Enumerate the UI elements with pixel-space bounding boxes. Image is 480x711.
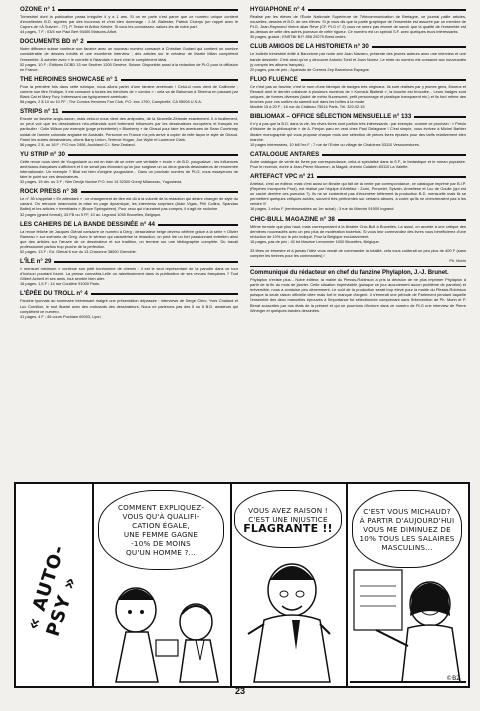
review-entry bbox=[20, 188, 238, 216]
review-title-row bbox=[250, 113, 466, 121]
comic-signature: ©B2 bbox=[446, 675, 460, 682]
review-title-row bbox=[20, 38, 238, 46]
review-entry bbox=[20, 151, 238, 184]
comic-title: « AUTO-PSY » bbox=[22, 542, 82, 640]
review-title: ROCK PRESS n° 38 bbox=[20, 188, 78, 196]
review-body: Pour la première fois dans cette rubrique, nous allons parler d'une fanzine américain ! Celui-ci nous vient de Californie ; comme son titre l'indique, il est consacré à toutes les héroïnes de « comics » : cela va de Balroman à Sheena en passant par Black Cat et Mary Fury. Intéressant car typiquement américain. bbox=[20, 83, 238, 100]
review-body: Il n'y a pas que la B.D. dans la vie, les rêves livres sont parfois très intéressants : par exemple, comme ce prochain : « Précis d'histoire de la philosophie » de A. Penjon paru en veut chez Paul Delagrave ! C'est simple, vous écrivez à Michel Barbier libraire monographie qui vous propose chaque mois une sélection de pièces livres épuisés pour des tarifs relativement bien marché. bbox=[250, 121, 466, 142]
panel3-drawing bbox=[350, 566, 466, 684]
review-body: Le n° 35 s'appelait « En attendant » : ce changement de titre est dû à la volonté de la rédaction qui désire changer de style du canard. On retrouve néanmoins la mise en page dynamique, les interviews surprises (Alain Vigas, Phil Collins, Spandau Ballet) et les articles « tremblants » (Bruce Springsteen). Pour ceux qui n'auraient pas compris, il s'agit de rockzine. bbox=[20, 196, 238, 212]
panel2-drawing bbox=[234, 550, 344, 684]
review-address: 30 pages, gratuit ; ENSTBr B.P. 856 29279 Brest cedex. bbox=[250, 34, 347, 40]
review-title-row bbox=[20, 6, 238, 14]
review-body: Cette revue nous vient de Yougoslavie ou est en train de se créer une véritable « école » de B.D. yougoslave ; les influences américano-françaises s'affichent et il ne serait pas étonnant qu'un jour surgisse un ou deux grands dessinateurs de renommée internationale. Un exemple ? Bilal est bien d'origine yougoslave... Dans un prochain numéro de PLG, nous essayerons de faire le point sur ces dessinateurs. bbox=[20, 158, 238, 180]
bubble-line: VOUS ME DIMINUEZ DE bbox=[363, 524, 451, 534]
article-signature: Ph. Morin bbox=[449, 258, 466, 264]
review-title-row bbox=[20, 76, 238, 84]
title-rule bbox=[68, 154, 238, 156]
review-title: YU STRIP n° 30 bbox=[20, 150, 65, 158]
review-address: 16 pages, 1,5 F ; 14 rue Coutière 91000 Paris. bbox=[20, 281, 101, 287]
title-rule bbox=[62, 111, 238, 113]
title-rule bbox=[301, 79, 466, 81]
review-entry bbox=[20, 76, 238, 104]
review-entry bbox=[20, 6, 238, 34]
review-address: 56 pages, 2 $ 10 ou 10 FF ; The Comics Heroines Fan Club, P.O. box 1790, Campbellé, CA 95008 U.S.A. bbox=[20, 99, 202, 105]
review-title-row bbox=[250, 6, 466, 14]
bubble-line: C'EST UNE INJUSTICE bbox=[248, 514, 328, 524]
right-column bbox=[250, 6, 466, 313]
speech-bubble-2 bbox=[234, 490, 342, 548]
review-title: ARTEFACT VPC n° 21 bbox=[250, 172, 315, 180]
review-title: CATALOGUE ANTARES bbox=[250, 150, 320, 158]
review-body: Même formule que plus haut, mais correspondant à la librairie Chic-Bull à Bruxelles. La aussi, on accède à une critique des dernières nouveautés avec un peu plus de modération toutefois. Si vous leur commandez des livres vous bénéficierez d'une réduction de 10% sur le prix indiqué. Pour la Belgique exclusivement. bbox=[250, 223, 466, 239]
panel-divider bbox=[346, 484, 348, 686]
review-title: L'ÎLE n° 29 bbox=[20, 258, 52, 266]
review-body: Le bulletin trimestriel édité à Barcelone par notre ami Joan Navarro, présente des jeunes auteurs avec une interview et une bande dessinée. C'est ainsi qu'on y découvre Antonio Torid et Joan Nonez. Le reste du numéro est consacré aux nouveautés (y compris les albums français). bbox=[250, 51, 466, 67]
review-title-row bbox=[250, 173, 466, 181]
review-body: Notre diffuseur suisse continue son fanzine avec un nouveau numéro consacré à Christian Godard qui contient un nombre considérable de dessins inédits et une excellente interview ; des articles sur le créateur de Martin Milan complètent l'ensemble. À acheter avec « le cornelle à l'islandais » dont c'est le complément idéal. bbox=[20, 46, 238, 62]
shout-text: FLAGRANTE !! bbox=[243, 521, 333, 535]
title-rule bbox=[414, 116, 466, 118]
review-address: 41 pages, 4 F ; 46 cours Puchiam 69003, Lyon. bbox=[20, 313, 102, 319]
bubble-line: À PARTIR D'AUJOURD'HUI bbox=[359, 515, 455, 525]
title-rule bbox=[81, 191, 239, 193]
review-entry bbox=[20, 290, 238, 318]
communique-title: Communiqué du rédacteur en chef du fanzine Phylaplon, J.-J. Brunet. bbox=[250, 270, 449, 277]
speech-bubble-3-text bbox=[360, 507, 455, 552]
title-rule bbox=[87, 41, 238, 43]
bubble-line: VOUS QU'À QUALIFI- bbox=[122, 512, 200, 521]
left-column bbox=[20, 6, 238, 323]
panel-divider bbox=[230, 484, 232, 686]
review-address: 20 pages, pas de prix ; Apartado de Correos 2ep Barcelona Espagne. bbox=[250, 66, 371, 72]
review-title-row bbox=[20, 221, 238, 229]
review-title-row bbox=[250, 151, 466, 159]
title-rule bbox=[158, 224, 238, 226]
review-address: 56 pages, 2 $, ou 16 F ; P.O box 2406, Auckland C.I. New Zealand. bbox=[20, 141, 136, 147]
review-title-row bbox=[20, 258, 238, 266]
review-title-row bbox=[20, 108, 238, 116]
review-title: STRIPS n° 11 bbox=[20, 108, 59, 116]
review-title-row bbox=[250, 43, 466, 51]
review-address: 44 pages, 7 F ; 03/4 rue Paul Bert 94400 Maisons-Alfort. bbox=[20, 29, 118, 35]
communique-body: Phylaplon n'existe plus... Notre éditeur, la mairie du Plessis-Robinson a pris la décision de ne plus imprimer Phylaplon à partir de la fin du mois de janvier. Cette situation imprévisible (puisque ce jour aucunement aucun problème de parution) et irréversible, nous a conduise peu décemment. Le coût de la production serait trop élevé pour la mairie du Plessis-Robinson puisque la seule raison officielle citée mais fort le manque d'argent. Il s'émerait une période de Parlement pendant laquelle l'ensemble des deux manuelles éprouvés à l'importance fut sélectionnée comprenant sans l'intervention de Ph. Morin et P. Birnat souscrites par nos états de la présent et qui ne pourrions d'inclure dans ce numéro de PLG une interview de Pierre Wininger et quelques bandes dessinées. bbox=[250, 277, 466, 313]
review-entry bbox=[20, 258, 238, 286]
title-rule bbox=[322, 154, 466, 156]
panel-divider bbox=[92, 484, 94, 686]
review-body: Ce n'est pas un fanzine, c'est le nom d'une fabrique de badges très originaux. Ils sont réalisés par y jeunes gens, Mureux et Renault dont le dernier collabore à plusieurs numéros de « Komzuk Bisitesti », la bouche est brocolée... Leurs badges sont uniques, de formes diverses (lacké de métro fluorescent, petit personnage et plastique transparent etc.) et ils font même des broches pour vos sorties du samedi soir dans les boîtes à la mode. bbox=[250, 83, 466, 105]
review-entry bbox=[250, 113, 466, 146]
bubble-line: VOUS AVEZ RAISON ! bbox=[248, 505, 328, 515]
review-title: THE HEROINES SHOWCASE n° 1 bbox=[20, 75, 118, 83]
review-body: Artefact, c'est un éditeur, mais c'est aussi un libraire qui fait de la vente par correspondance, ce catalogue imprimé par B.I.P. (Repères Incorporés Prod), est réalisé par l'équipe d'Artefact : Zorin, Poncelet, Sylvain, Anneliese et Luc de Goulle (qui est un caché derrière ces pseudos ?). Ils ne se contentent pas d'énumérer bêtement la production B.D. mensuelle mais ils se permettent quelques critiques acides, souvent très pertinentes sur certains albums, à croire qu'ils ne chercheraient pas à les vendre !!! bbox=[250, 180, 466, 207]
speech-bubble-2-text bbox=[243, 506, 333, 533]
review-address: 32 pages, 15 din. ou 3 F ; Nim Decije Novine P.O. box 14 32300 Gornji Milanovac, Yugoslavia. bbox=[20, 179, 183, 185]
title-rule bbox=[317, 176, 466, 178]
review-entry bbox=[20, 221, 238, 254]
review-title-row bbox=[250, 76, 466, 84]
title-rule bbox=[372, 46, 466, 48]
title-rule bbox=[54, 261, 238, 263]
review-title: L'ÉPÉE DU TROLL n° 4 bbox=[20, 290, 88, 298]
review-entry bbox=[250, 151, 466, 169]
speech-bubble-2-lines bbox=[243, 506, 333, 524]
divider bbox=[250, 266, 466, 267]
bubble-line: MASCULINS... bbox=[381, 542, 433, 552]
comic-strip bbox=[14, 482, 470, 688]
closing-note: 33 titres ce trimestre et à jamais l'idée vous venait de commander la totalité, cela vous coûterait un peu plus de 400 F (sans compter les timbres pour les commandes) ! bbox=[250, 247, 466, 258]
review-title: FLUO FLUENCE bbox=[250, 75, 298, 83]
review-address: 32 pages (grand format), 33 FB ou 5 FF, 10 av. Legrand 1050 Bruxelles, Belgique. bbox=[20, 211, 162, 217]
review-address: 10 pages Intéressées, 10 bill l'ex F ; 7 rue de l'Entre ou village de Chaloines 53110 Vesoucestures. bbox=[250, 141, 420, 147]
bubble-line: -10% DE MOINS bbox=[131, 539, 191, 548]
review-title: OZONE n° 1 bbox=[20, 6, 56, 13]
review-entry bbox=[250, 6, 466, 39]
bubble-line: C'EST VOUS MICHAUD? bbox=[363, 506, 451, 516]
bubble-line: CATION ÉGALE, bbox=[132, 521, 190, 530]
review-entry bbox=[20, 108, 238, 147]
review-title: HYGIAPHONE n° 4 bbox=[250, 6, 305, 13]
page-number: 23 bbox=[234, 686, 245, 696]
title-rule bbox=[338, 219, 466, 221]
review-body: Autre catalogue de vente de livres par correspondance, celui-ci spécialisé dans la S.F., le fantastique et le roman populaire. Pour le recevoir, écrire à Jean-Pierre Moumon, la Magali, chemin Culabrin 83110 La Valette. bbox=[250, 158, 466, 169]
review-body: La revue fétiche de Jacques Glénat consacre ce numéro à Derg ; dessinateur belge devenu célèbre grâce à la série « Olivier Rameau » sur scénario de Greg. Avec le sérieux qui caractérise la rédaction, on peut lire un fort passionnant entretien ainsi que des articles sur l'œuvre de ce dessinateur et sur tradition, on termine sur une bibliographie complète. Du travail professionnel parfois trop proche de la perfection. bbox=[20, 228, 238, 249]
review-title: LES CAHIERS DE LA BANDE DESSINÉE n° 44 bbox=[20, 220, 155, 228]
bubble-line: QU'UN HOMME ?... bbox=[126, 548, 196, 557]
review-entry bbox=[20, 38, 238, 71]
panel1-drawing bbox=[96, 570, 228, 684]
review-address: 52 pages, 10 F ; Éditions DCBD 13 rue Seuther 1205 Genève, Suisse. Disponible aussi à la rédaction de PLG pour la diffusion en France. bbox=[20, 61, 238, 72]
review-entry bbox=[250, 76, 466, 109]
review-title-row bbox=[250, 216, 466, 224]
bubble-line: 10% TOUS LES SALAIRES bbox=[359, 533, 455, 543]
bubble-line: COMMENT EXPLIQUEZ- bbox=[117, 503, 205, 512]
review-title: CLUB AMIGOS DE LA HISTORIETA n° 30 bbox=[250, 43, 369, 51]
review-address: Modèle 15 à 20 F ; 16 rue du Château 75014 Paris. Tél. 320.02.15 bbox=[250, 104, 365, 110]
review-entry bbox=[250, 216, 466, 244]
review-title-row bbox=[20, 290, 238, 298]
speech-bubble-1 bbox=[98, 490, 224, 570]
review-address: 16 pages, 1 et/ou F (remboursables au 1er achat) ; 3 rue du Marché 91900 Ingrand. bbox=[250, 206, 395, 212]
speech-bubble-1-text bbox=[118, 503, 204, 557]
review-entry bbox=[250, 173, 466, 212]
title-rule bbox=[308, 9, 466, 11]
review-body: Encore un fanzine anglo-saxon, mais celui-ci nous vient des antipodes, de la Nouvelle-Zélande exactement. Il a fouillement, on peut voir que les dessinateurs néo-zélandais sont fortement influencés par les dessinateurs européens et français en particulier : Colin Wilson par exemple (page précédente) « Blueberry » de Giraud pour faire les aventures de Sean Courtenay soldat de l'armée coloniale anglaise en Australie. Personne en France n'a pris arrivé à copier de telle façon le style de Giraud. Parmi les autres dessinateurs, citons Barry Linton, Terence Hogan, Joe Wylie et Laurence Clark. bbox=[20, 116, 238, 142]
review-title: BIBLIOMAX – OFFICE SÉLECTION MENSUELLE n° 133 bbox=[250, 113, 412, 121]
review-title-row bbox=[20, 188, 238, 196]
review-entry bbox=[250, 43, 466, 71]
review-title: CHIC-BULL MAGAZINE n° 38 bbox=[250, 215, 335, 223]
bubble-line: UNE FEMME GAGNE bbox=[123, 530, 199, 539]
right-entries bbox=[250, 6, 466, 244]
review-body: Trimestriel dont la publication paraa irrégulier il y a 1 ans. Si on en parle c'est parce que ce numéro unique contient d'excellentes B.D. signées par des inconnus et c'est bien dommage : J.-M. Ballester, Patrick Cloerys (un rappel avec le Capors de «À Suivre» - 77), P. Tesse et Arthur Keishe. Si vous les connaissez, saluez-les de notre part. bbox=[20, 14, 238, 30]
review-title: DOCUMENTS BD n° 2 bbox=[20, 38, 84, 46]
title-rule bbox=[58, 9, 238, 11]
review-address: 16 pages, pas de prix ; 40 bd Maurice Lemonnier 1000 Bruxelles, Belgique. bbox=[250, 238, 380, 244]
speech-bubble-3 bbox=[352, 490, 462, 568]
title-rule bbox=[91, 293, 238, 295]
review-body: Fanzine lyonnais au sommaire intéressant malgré une présentation dépassée : interviews de Serge Clerc, Yves Chaland et Luc Cornillon, le tout illustré avec des croboards des dessinateurs. Nous ne parlerons pas des 5 ou 6 B.D. amateurs qui complètent ce numéro. bbox=[20, 298, 238, 314]
review-title-row bbox=[20, 151, 238, 159]
title-rule bbox=[121, 79, 238, 81]
review-body: Réalisé par les élèves de l'École Nationale Supérieure de Télécommunication de Bretagne, ce journal pallie articles, nouvelles, dessins et B.D. de ces élèves. Si je vous dis que la partie graphique de l'ensemble est assurée par un membre de PLG, Jean-Raymond Vieirre alias Rève (CF. PLG n° 2) vous ne serez pas étonné de savoir que la qualité de l'ensemble est au-dessus de celle des autres journaux de cette rigueur. Ce numéro est un spécial S.F. avec quelques trucs intéressants. bbox=[250, 14, 466, 35]
review-body: « mensuel minimum » continue son petit bonhomme de chemin : il est le seul représentant de la parodie dans ce tour d'horizon pourtant fourni. La presse connaîtra-t-elle un ralentissement dans la publication de ses revues françaises ? Tout Gilbert Acherli et ses amis, tout semble bien aller. bbox=[20, 266, 238, 282]
review-address: 52 pages, 13 F ; Ed. Glénat 6 rue du 13-Charonne 38000 Grenoble. bbox=[20, 249, 137, 254]
